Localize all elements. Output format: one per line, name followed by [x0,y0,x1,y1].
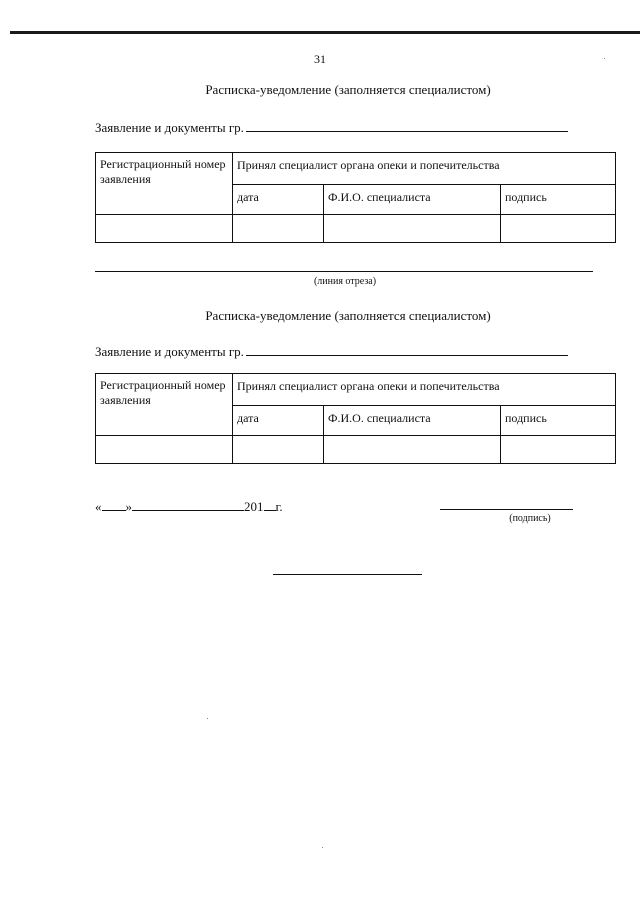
receipt-1-table [95,152,616,243]
receipt-2-heading: Расписка-уведомление (заполняется специалистом) [205,308,491,323]
date-line [95,497,283,515]
receipt-1-heading: Расписка-уведомление (заполняется специалистом) [205,82,491,97]
receipt-1-application-label: Заявление и документы гр. [95,120,244,135]
signature-line [440,509,573,510]
receipt-1-applicant-name-blank [246,118,568,132]
signature-label: (подпись) [509,513,551,524]
receipt-2-application-label: Заявление и документы гр. [95,344,244,359]
receipt-1-application-line [95,118,568,136]
day-blank [102,497,126,511]
receipt-2-table [95,373,616,464]
scan-speck [322,847,323,848]
cut-line-label: (линия отреза) [313,276,377,287]
receipt-1-date-cell [233,215,324,243]
receipt-1-col-date: дата [233,185,324,215]
month-blank [132,497,244,511]
receipt-1-specialist-name-cell [324,215,501,243]
cut-line [95,271,593,272]
scan-speck [604,58,605,59]
receipt-2-col-specialist-name: Ф.И.О. специалиста [324,406,501,436]
closing-rule [273,574,422,575]
page-number: 31 [314,52,326,66]
receipt-2-col-signature: подпись [501,406,616,436]
receipt-2-applicant-name-blank [246,342,568,356]
receipt-2-reg-number-cell [96,436,233,464]
receipt-2-accepted-header: Принял специалист органа опеки и попечительства [233,374,616,406]
year-prefix: 201 [244,499,264,514]
top-border-rule [10,31,640,34]
receipt-1-accepted-header: Принял специалист органа опеки и попечительства [233,153,616,185]
date-open-quote: « [95,499,102,514]
year-suffix: г. [275,499,283,514]
receipt-1-signature-cell [501,215,616,243]
receipt-1-col-specialist-name: Ф.И.О. специалиста [324,185,501,215]
receipt-2-signature-cell [501,436,616,464]
date-close-quote: » [125,499,132,514]
receipt-2-specialist-name-cell [324,436,501,464]
receipt-2-reg-number-header: Регистрационный номер заявления [96,374,233,436]
receipt-2-application-line [95,342,568,360]
receipt-2-col-date: дата [233,406,324,436]
scan-speck [207,718,208,719]
receipt-1-col-signature: подпись [501,185,616,215]
receipt-2-date-cell [233,436,324,464]
year-digit-blank [264,497,276,511]
receipt-1-reg-number-header: Регистрационный номер заявления [96,153,233,215]
receipt-1-reg-number-cell [96,215,233,243]
